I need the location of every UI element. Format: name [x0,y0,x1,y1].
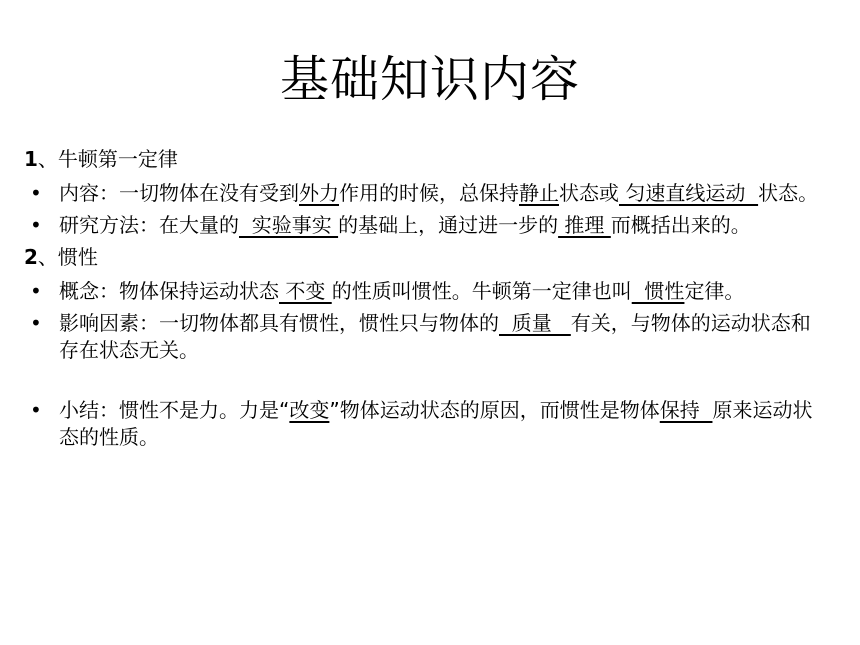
bullet-item-influencing-factors [24,310,824,364]
text-run: 作用的时候，总保持 [339,181,519,205]
blank-answer-inertia: 惯性 [631,279,685,303]
section-number: 1 [24,147,38,171]
text-run: 研究方法：在大量的 [59,213,239,237]
section-heading-inertia [24,244,824,278]
text-run: 的性质叫惯性。牛顿第一定律也叫 [331,279,632,303]
bullet-icon: • [30,398,42,422]
text-run: 的基础上，通过进一步的 [338,213,559,237]
text-run: 概念：物体保持运动状态 [59,279,279,303]
bullet-icon: • [30,311,42,335]
blank-answer-unchanged: 不变 [279,279,332,303]
text-run: 有关，与物体的运动状态和存在状态无关。 [59,311,811,362]
blank-answer-reasoning: 推理 [558,213,611,237]
blank-answer-rest: 静止 [519,181,559,205]
text-run: 而概括出来的。 [610,213,751,237]
section-label: 、牛顿第一定律 [37,147,178,171]
blank-answer-change: 改变 [289,398,330,422]
bullet-icon: • [30,181,42,205]
text-run: 原来运动状态的性质。 [59,398,813,449]
text-run: 内容：一切物体在没有受到 [59,181,299,205]
section-label: 、惯性 [37,245,98,269]
text-run: ”物体运动状态的原因，而惯性是物体 [329,398,660,422]
text-run: 定律。 [684,279,745,303]
blank-answer-uniform-linear-motion: 匀速直线运动 [619,181,759,205]
text-run: 影响因素：一切物体都具有惯性，惯性只与物体的 [59,311,499,335]
slide-body [24,146,824,451]
section-number: 2 [24,245,38,269]
bullet-icon: • [30,213,42,237]
blank-answer-external-force: 外力 [299,181,339,205]
text-run: 小结：惯性不是力。力是“ [59,398,290,422]
slide-title: 基础知识内容 [279,51,580,108]
bullet-item-law-content [24,180,824,207]
bullet-item-summary [24,397,824,451]
section-heading-newton-first-law [24,146,824,180]
text-run: 状态。 [758,181,819,205]
bullet-item-concept [24,278,824,305]
text-run: 状态或 [559,181,619,205]
bullet-icon: • [30,279,42,303]
blank-answer-mass: 质量 [499,311,571,335]
blank-answer-experimental-facts: 实验事实 [239,213,339,237]
bullet-item-research-method [24,212,824,239]
blank-answer-maintain: 保持 [659,398,713,422]
